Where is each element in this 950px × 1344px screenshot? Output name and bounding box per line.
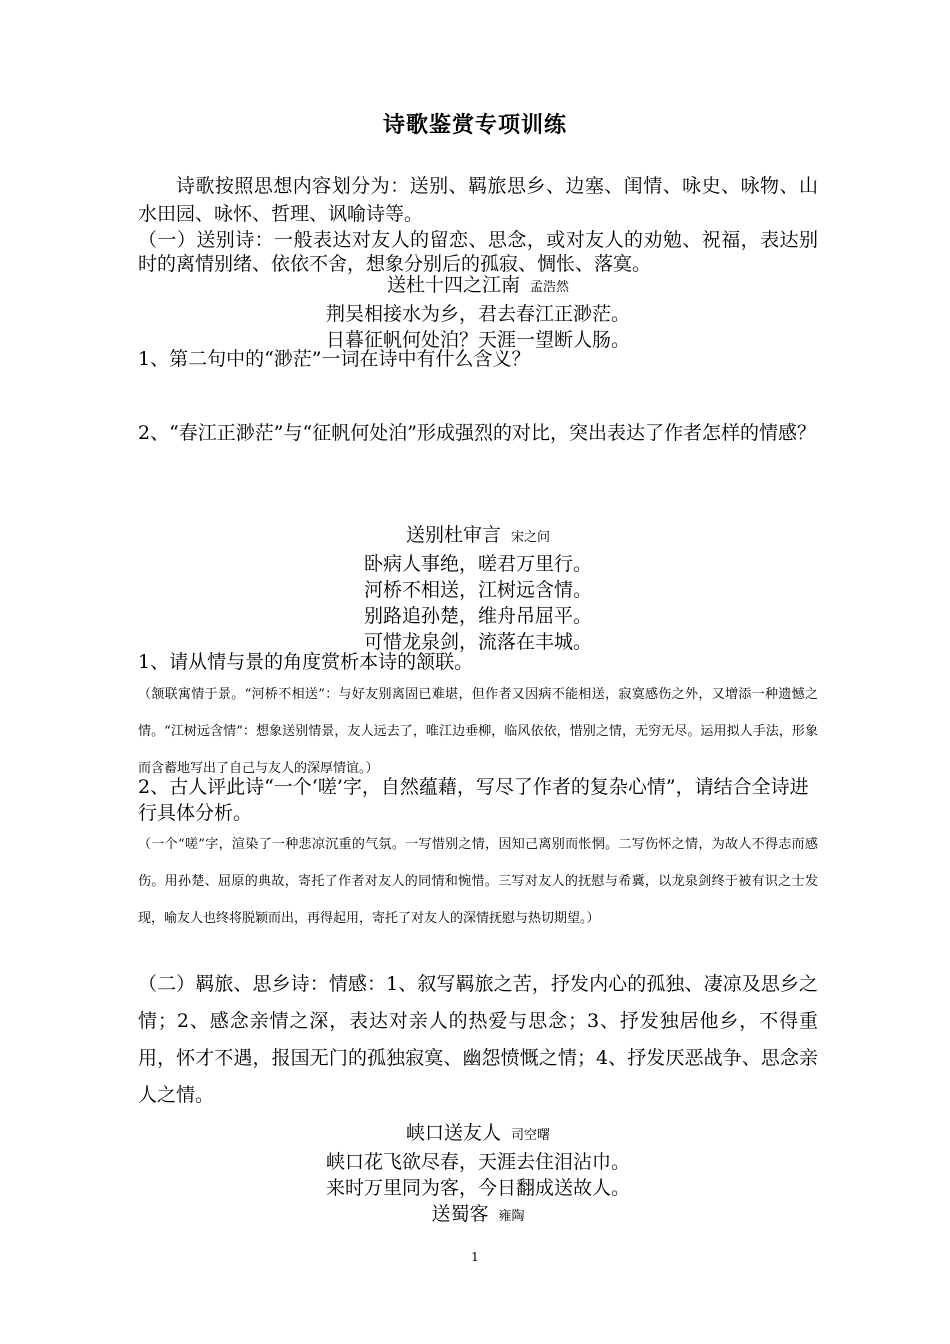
- poem3-line: 峡口花飞欲尽春，天涯去住泪沾巾。: [325, 1151, 630, 1173]
- section2-description: （二）羁旅、思乡诗：情感：1、叙写羁旅之苦，抒发内心的孤独、凄凉及思乡之情；2、感念亲情之深，表达对亲人的热爱与思念；3、抒发独居他乡，不得重用，怀才不遇，报国无门的孤独寂寞、幽怨愤慨之情；4、抒发厌恶战争、思念亲人之情。: [138, 973, 818, 1106]
- poem1-line: 荆吴相接水为乡，君去春江正渺茫。: [325, 303, 630, 325]
- intro-paragraph-block: [138, 172, 818, 228]
- question4-block: [138, 774, 818, 937]
- poem2-heading: [138, 522, 818, 551]
- poem2-block: [138, 522, 818, 655]
- poem1-author: 孟浩然: [530, 280, 570, 295]
- poem1-line: 日暮征帆何处泊？天涯一望断人肠。: [325, 329, 630, 351]
- answer-3: （颔联寓情于景。“河桥不相送”：与好友别离固已难堪，但作者又因病不能相送，寂寞感伤之外，又增添一种遗憾之情。“江树远含情”：想象送别情景，友人远去了，唯江边垂柳，临风依依，惜别之情，无穷无尽。运用拟人手法，形象而含蓄地写出了自己与友人的深厚情谊。）: [138, 687, 818, 776]
- poem4-title: 送蜀客: [431, 1203, 489, 1225]
- poem2-author: 宋之问: [511, 530, 551, 545]
- question2-block: [138, 420, 818, 446]
- page-number: 1: [471, 1250, 479, 1264]
- poem1-title: 送杜十四之江南: [386, 274, 520, 296]
- section1-description: （一）送别诗：一般表达对友人的留恋、思念，或对友人的劝勉、祝福，表达别时的离情别绪、依依不舍，想象分别后的孤寂、惆怅、落寞。: [138, 229, 818, 275]
- question-1: 1、第二句中的“渺茫”一词在诗中有什么含义？: [138, 348, 531, 370]
- question-4: 2、古人评此诗“一个‘嗟’字，自然蕴藉，写尽了作者的复杂心情”，请结合全诗进行具体分析。: [138, 776, 809, 824]
- section2-block: [138, 966, 818, 1114]
- poem2-line: 可惜龙泉剑，流落在丰城。: [363, 631, 592, 653]
- page-title: 诗歌鉴赏专项训练: [382, 112, 567, 138]
- question-3: 1、请从情与景的角度赏析本诗的颔联。: [138, 651, 474, 673]
- poem3-line: 来时万里同为客，今日翻成送故人。: [325, 1177, 630, 1199]
- intro-paragraph: 诗歌按照思想内容划分为：送别、羁旅思乡、边塞、闺情、咏史、咏物、山水田园、咏怀、哲理、讽喻诗等。: [138, 175, 818, 225]
- poem3-author: 司空曙: [511, 1128, 551, 1143]
- poem1-block: [138, 272, 818, 353]
- poem3-title: 峡口送友人: [405, 1122, 501, 1144]
- poem2-line: 卧病人事绝，嗟君万里行。: [363, 553, 592, 575]
- question-2: 2、“春江正渺茫”与“征帆何处泊”形成强烈的对比，突出表达了作者怎样的情感？: [138, 422, 816, 444]
- poem1-heading: [138, 272, 818, 301]
- section1-block: [138, 228, 818, 276]
- poem2-title: 送别杜审言: [405, 524, 501, 546]
- poem2-line: 河桥不相送，江树远含情。: [363, 579, 592, 601]
- question3-block: [138, 648, 818, 787]
- poem4-heading: [138, 1201, 818, 1230]
- answer-4: （一个“嗟”字，渲染了一种悲凉沉重的气氛。一写惜别之情，因知己离别而怅惘。二写伤怀之情，为故人不得志而感伤。用孙楚、屈原的典故，寄托了作者对友人的同情和惋惜。三写对友人的抚慰与希冀，以龙泉剑终于被有识之士发现，喻友人也终将脱颖而出，再得起用，寄托了对友人的深情抚慰与热切期望。）: [138, 837, 818, 926]
- poem4-author: 雍陶: [498, 1209, 525, 1224]
- question1-block: [138, 345, 818, 373]
- poem2-line: 别路追孙楚，维舟吊屈平。: [363, 605, 592, 627]
- poem3-block: [138, 1120, 818, 1230]
- poem3-heading: [138, 1120, 818, 1149]
